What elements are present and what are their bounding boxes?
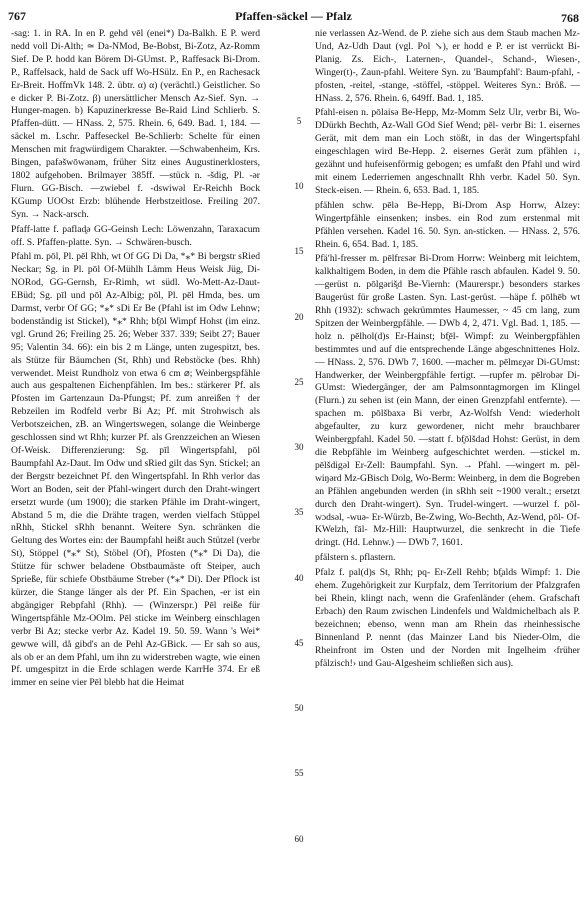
right-column [315,28,580,672]
entry-pfaehl-fresser: Pfäʹhl-fresser m. pēlfrɛsər Bi-Drom Horrw: Weinberg mit leichtem, kalkhaltigem Boden, in dem die Pfähle rasch abfaulen. Kadel 9. 50. —gerüst n. pōlgəriš̥d Be-Viernh: (Maurerspr.) besonders starkes Baugerüst für große Lasten. Syn. Last-gerüst. —häpe f. pōlhēb wt Rhh (1932): schwach gekrümmtes Haumesser, ~ 45 cm lang, zum Spitzen der Weinbergpfähle. — DWb 4, 2, 471. Vgl. Bad. 1, 185. —holz n. pēlhol(d)s Er-Hainst; bf̥ēl- Wimpf: zu Weinbergpfählen bestimmtes und auf die entsprechende Länge abgeschnittenes Holz. — HNass. 2, 576. DWb 7, 1600. —macher m. pēlmɛχər Di-GUmst: Handwerker, der Weinbergpfähle fertigt. —rupfer m. pēlrobər Di-GUmst: Wiedergänger, der am Palmsonntagmorgen im Klingel (Flurn.) zu sehen ist (ein Mann, der einen Grenzpfahl entfernte). —spachen m. pōlšbaxə Bi verbr, Az-Wolfsh Vend: wiederholt abgefaulter, zu kurz gewordener, nicht mehr brauchbarer Weinbergpfahl. Kadel 50. —statt f. bf̥ōlšdad Hohst: Gerüst, in dem die Rebpfähle im Weinberg aufgeschichtet werden. —stickel m. pēlšdigəl Er-Zell: Baumpfahl. Syn. → Pfahl. —wingert m. pēl-wiŋərd Mz-GBisch Dolg, Wo-Berm: Weinberg, in dem die Bogreben an Pfählen angebunden werden (in sRhh seit ~1900 veralt.; ersetzt durch den Draht-wingert). Syn. Trudel-wingert. —wurzel f. pōl-wɔdsəl, -wuə- Er-Würzb, Be-Zwing, Wo-Bechth, Az-Wend, pōl- Of-KWelzh, fāl- Mz-Hill: Hauptwurzel, die senkrecht in die Tiefe dringt. (Hd. Lehnw.) — DWb 7, 1601. [315,253,580,549]
line-number: 30 [294,442,304,452]
line-number: 5 [296,116,302,126]
entry-pfahl-continued: nie verlassen Az-Wend. de P. ziehe sich aus dem Staub machen Mz-Und, Az-Udh Daut (vgl. Pol ↘), er hodd e P. er ist verrückt Bi-Planig. Zs. Eich-, Laternen-, Quandel-, Schand-, Wiesen-, Winger(t)-, Zaun-pfahl. Weitere Syn. zu 'Baumpfahl': Baum-pfahl, -pfosten, -reitel, -stange, -stöffel, -stöppel. Weiteres Syn.: Bröß. — HNass. 2, 576. Rhein. 6, 649ff. Bad. 1, 185. [315,28,580,104]
entry-pfalz: Pfalz f. pal(d)s St, Rhh; pq- Er-Zell Rehb; bf̥alds Wimpf: 1. Die ehem. Zugehörigkeit zur Kurpfalz, dem Territorium der Pfalzgrafen bei Rhein, klingt nach, wenn die Grafenländer (ehem. Grafschaft Erbach) den Raum zwischen Lindenfels und Waldmichelbach als P. bezeichnen; ebenso, wenn man am Rhein das rheinhessische Binnenland P. nennt (das Mainzer Land bis Nieder-Olm, die Rheinfront im Osten und der Norden mit Ingelheim ‹früher pfälzisch!› und Gau-Algesheim schließen sich aus). [315,567,580,669]
left-column [11,28,260,692]
line-number: 35 [294,507,304,517]
entry-pfahl-eisen: Pfahl-eisen n. pōlaisə Be-Hepp, Mz-Momm Selz Ulr, verbr Bi, Wo-DDürkh Bechth, Az-Wall GOd Sief Wend; pēl- verbr Bi: 1. eisernes Gerät, mit dem man ein Loch stößt, in das der Wingertspfahl eingeschlagen wird Be-Hepp. 2. eisernes Gerät zum pfählen ↓, gezähnt und hufeisenförmig gebogen; es umfaßt den Pfahl und wird mit einem Lederriemen angeschnallt Rhh verbr. Kadel 50. Syn. Steck-eisen. — Rhein. 6, 653. Bad. 1, 185. [315,107,580,196]
line-number: 45 [294,638,304,648]
line-number: 55 [294,768,304,778]
entry-pfaelstern: pfälstern s. pflastern. [315,552,396,564]
entry-pfaff-latte: Pfaff-latte f. paflad̥ə GG-Geinsh Lech: Löwenzahn, Taraxacum off. S. Pfaffen-platte. Syn. → Schwären-busch. [11,223,260,248]
page-number-left: 767 [8,9,26,23]
line-number: 40 [294,573,304,583]
line-number: 10 [294,181,304,191]
page-number-right: 768 [561,11,579,25]
entry-pfahl: Pfahl m. pōl, Pl. pēl Rhh, wt Of GG Di Da, *⁎* Bi bergstr sRied Neckar; Sg. in Pl. pōl Of-Mühlh Lämm Heus Weisk Jüg, Di-NORod, GG-Gernsh, Er-Rimh, wt südl. Wo-Mett-Az-Daut-EBüd; Sg. pīl und pōl Az-Albig; pōl, Pl. pēl Hmda, bes. um Darmst, verbr Of GG; *⁎* sDi Er Be (Pfahl ist im Odw Lehnw; bodenständig ist Stickel), *⁎* Rhh; bf̥ōl Wimpf Hohst (im einz. vgl. Grund 26; Freiling 25. 26; Weber 337. 339; Seibt 27; Bauer 95; Valentin 34. 66): ein bis 2 m Länge, unten zugespitzt, bes. als Stütze für Bäumchen (St, Rhh) und Rebstöcke (bes. Rhh) verwendet. Meist Rundholz von etwa 6 cm ⌀; Weinbergspfähle auch aus gespaltenen Eichenpfählen. Im bes.: stärkerer Pf. als Pfosten im Gartenzaun Da-Pfungst; Pf. zum anreißen † der Rebzeilen im Rodfeld verbr Bi Az; Pf. mit Strohwisch als Verbotszeichen, zB. an Wingertswegen, solange die Weinberge geschlossen sind wt Rhh; kurzer Pf. als Grenzzeichen an Wiesen Of-Weisk. Differenzierung: Sg. pīl Wingertspfahl, pōl Baumpfahl Az-Daut. Im Odw und sRied gilt das Syn. Stickel; an der Bergstr bezeichnet Pf. den Wingertspfahl. In Rhh verlor das Wort an Boden, seit der Pfahl-wingert durch den Draht-wingert ersetzt wurde (um 1900); die starken Pfähle im Draht-wingert, Abstand 5 m, die die Drähte tragen, werden vielfach Stüppel nRhh, Stickel sRhh benannt. Weitere Syn. schränken die Geltung des Wortes ein: der Baumpfahl heißt auch Stützel (verbr St), Stöppel (*⁎* St), Stöbel (Of), Pfosten (*⁎* Di Da), die Stütze für schwer beladene Obstbaumäste oft Steiper, auch Sprieße, für schiefe Obstbäume Streber (*⁎* Di). Der Pflock ist kürzer, die Stange länger als der Pf. Ein Spachen, -er ist ein abgängiger Rebpfahl (Rhh). — (Winzerspr.) Pēl reiße für Wingertspfähle Mz-OOlm. Pēl sticke im Weinberg einschlagen verbr Bi Az; stecke verbr Az. Kadel 19. 50. 59. Wann 's Wei* gewwe will, då gibd's an de Pehl Az-GBick. — Er sah so aus, als ob er an dem Pfahl, um ihn zu widerstreben wagte, wie einen Pf. umgespitzt in die Erde schlagen werde KarrHe 374. Er eß immer en seine vier Pēl blebb hat die Heimat [11,251,260,689]
line-number: 20 [294,312,304,322]
line-number: 25 [294,377,304,387]
line-number-gutter [290,28,308,908]
header-title: Pfaffen-säckel — Pfalz [235,9,352,23]
entry-pfaffen-sack: -sag: 1. in RA. In en P. gehd vēl (enei*) Da-Balkh. E P. werd nedd voll Di-Alth; ≃ Da-NMod, Be-Bobst, Bi-Zotz, Az-Romm Sief. De P. hodd kan Börem Di-GUmst. P., Raffesack Bi-Drom. P., Raffelsack, hald de Sack uff Wo-HSülz. En P., en Rachesack Er-Breit. HoffmVk 148. 2. übtr. α) α) (verächtl.) Geistlicher. So e dicker P. Bi-Zotz. β) unersättlicher Mensch Az-Sief. Syn. → Hunger-magen. b) Kapuzinerkresse Be-Raid Lind Schlierb. S. Pfaffen-dütt. — HNass. 2, 575. Rhein. 6, 649. Bad. 1, 184. —säckel m. Lschr. Paffeseckel Be-Schlierb: Schelte für einen Menschen mit fragwürdigem Charakter. —Schwabenheim, Krs. Bingen, pafəšwōwənəm, früher Sitz eines Augustinerklosters, 1802 aufgehoben. Brilmayer 385ff. —stück n. -šdig, Pl. -ər Flurn. GG-Bisch. —zwiebel f. -dswiwəl Er-Reichh Bock KGump UOOst Erzb: blühende Herbstzeitlose. Freiling 207. Syn. → Nack-arsch. [11,28,260,220]
entry-pfaehlen: pfählen schw. pēlə Be-Hepp, Bi-Drom Asp Horrw, Alzey: Wingertpfähle einsenken; insbes. ein Rod zum erstenmal mit Pfählen versehen. Kadel 16. 50. Syn. an-sticken. — HNass. 2, 576. Rhein. 6, 654. Bad. 1, 185. [315,199,580,250]
line-number: 15 [294,246,304,256]
line-number: 60 [294,834,304,844]
line-number: 50 [294,703,304,713]
running-header [8,9,579,25]
